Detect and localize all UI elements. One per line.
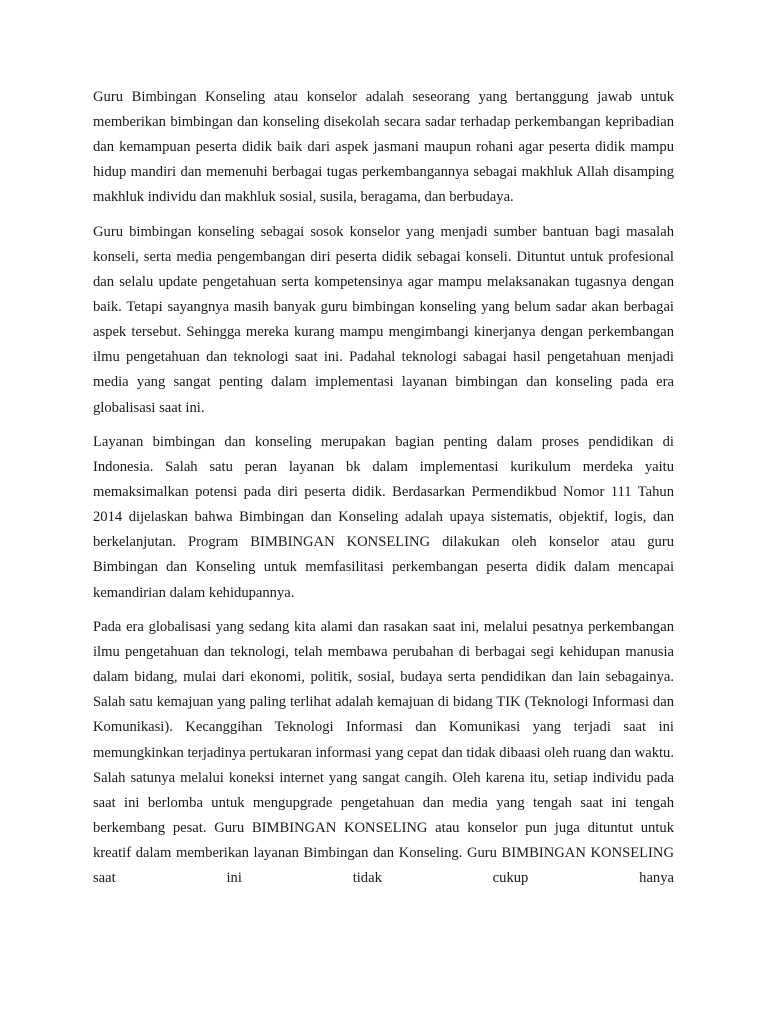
paragraph-guru-bk-role: Guru bimbingan konseling sebagai sosok konselor yang menjadi sumber bantuan bagi masalah konseli, serta media pengembangan diri peserta didik sebagai konseli. Dituntut untuk profesional dan selalu update pengetahuan serta kompetensinya agar mampu melaksanakan tugasnya dengan baik. Tetapi sayangnya masih banyak guru bimbingan konseling yang belum sadar akan berbagai aspek tersebut. Sehingga mereka kurang mampu mengimbangi kinerjanya dengan perkembangan ilmu pengetahuan dan teknologi saat ini. Padahal teknologi sabagai hasil pengetahuan menjadi media yang sangat penting dalam implementasi layanan bimbingan dan konseling pada era globalisasi saat ini.	[93, 223, 674, 416]
document-body	[93, 85, 674, 900]
paragraph-layanan-bk: Layanan bimbingan dan konseling merupakan bagian penting dalam proses pendidikan di Indonesia. Salah satu peran layanan bk dalam implementasi kurikulum merdeka yaitu memaksimalkan potensi pada diri peserta didik. Berdasarkan Permendikbud Nomor 111 Tahun 2014 dijelaskan bahwa Bimbingan dan Konseling adalah upaya sistematis, objektif, logis, dan berkelanjutan. Program BIMBINGAN KONSELING dilakukan oleh konselor atau guru Bimbingan dan Konseling untuk memfasilitasi perkembangan peserta didik dalam mencapai kemandirian dalam kehidupannya.	[93, 434, 674, 601]
paragraph-guru-bk-definition: Guru Bimbingan Konseling atau konselor adalah seseorang yang bertanggung jawab untuk memberikan bimbingan dan konseling disekolah secara sadar terhadap perkembangan kepribadian dan kemampuan peserta didik baik dari aspek jasmani maupun rohani agar peserta didik mampu hidup mandiri dan memenuhi berbagai tugas perkembangannya sebagai makhluk Allah disamping makhluk individu dan makhluk sosial, susila, beragama, dan berbudaya.	[93, 89, 674, 206]
paragraph-era-globalisasi: Pada era globalisasi yang sedang kita alami dan rasakan saat ini, melalui pesatnya perkembangan ilmu pengetahuan dan teknologi, telah membawa perubahan di berbagai segi kehidupan manusia dalam bidang, mulai dari ekonomi, politik, sosial, budaya serta pendidikan dan lain sebagainya. Salah satu kemajuan yang paling terlihat adalah kemajuan di bidang TIK (Teknologi Informasi dan Komunikasi). Kecanggihan Teknologi Informasi dan Komunikasi yang terjadi saat ini memungkinkan terjadinya pertukaran informasi yang cepat dan tidak dibaasi oleh ruang dan waktu. Salah satunya melalui koneksi internet yang sangat cangih. Oleh karena itu, setiap individu pada saat ini berlomba untuk mengupgrade pengetahuan dan media yang tengah saat ini tengah berkembang pesat. Guru BIMBINGAN KONSELING atau konselor pun juga dituntut untuk kreatif dalam memberikan layanan Bimbingan dan Konseling. Guru BIMBINGAN KONSELING saat ini tidak cukup hanya	[93, 619, 674, 886]
